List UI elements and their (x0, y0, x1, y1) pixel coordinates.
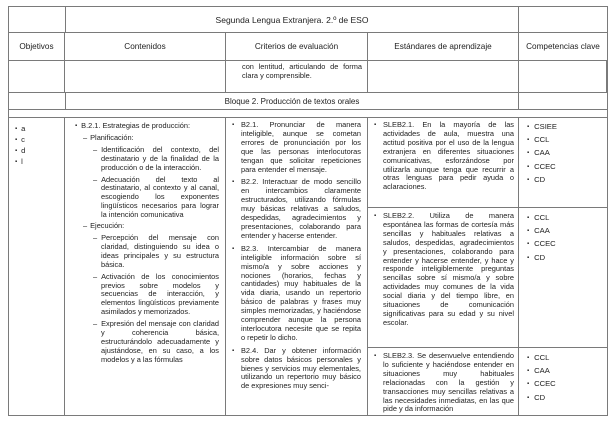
contenido-item: – Identificación del contexto, del destinatario y de la finalidad de la producción o de la interacción. (75, 146, 219, 173)
estandar-row (368, 118, 519, 192)
contenido-section-label: – Ejecución: (75, 222, 219, 231)
header-contenidos: Contenidos (65, 33, 226, 61)
continuation-text: con lentitud, articulando de forma clara y comprensible. (242, 62, 362, 80)
competencia-item: ▪ CSIEE (527, 121, 607, 134)
contenido-item: – Expresión del mensaje con claridad y coherencia básica, estructurándolo adecuadamente y ajustándose, en su caso, a los modelos y a las fórmulas (75, 320, 219, 365)
estandar-text: ▪ SLEB2.2. Utiliza de manera espontánea las formas de cortesía más sencillas y habituales relativas a saludos, despedidas, agradecimientos y presentaciones, colaborando para entender y hacerse entender, y hace y responde inteligiblemente preguntas sencillas sobre sí mismo/a y sobre actividades muy comunes de la vida social diaria y del tiempo libre, en situaciones de comunicación significativas para su edad y su nivel escolar. (374, 212, 514, 328)
curriculum-table (8, 6, 608, 416)
estandar-row (368, 349, 519, 414)
table-body (9, 118, 607, 416)
contenido-item: – Adecuación del texto al destinatario, al contexto y al canal, escogiendo los exponentes lingüísticos necesarios para lograr la intención comunicativa (75, 176, 219, 221)
contenido-item: – Activación de los conocimientos previos sobre modelos y secuencias de interacción, y elementos lingüísticos previamente asimilados y memorizados. (75, 273, 219, 318)
competencia-item: ▪ CCL (527, 134, 607, 147)
criterios-cell (226, 118, 368, 416)
header-objetivos: Objetivos (9, 33, 65, 61)
objetivo-item: ▪ a (15, 124, 64, 135)
estandares-cell (368, 118, 519, 416)
continuation-row (9, 61, 607, 93)
competencias-group (519, 209, 607, 265)
criterio-item: ▪ B2.3. Intercambiar de manera inteligible información sobre sí mismo/a y sobre acciones y nociones (horarios, fechas y cantidades) muy habituales de la vida diaria, usando un repertorio básico de palabras y frases muy simples memorizadas, y haciéndose comprender aunque la persona interlocutora necesite que se repita o repetir lo dicho. (232, 245, 361, 343)
estandar-text: ▪ SLEB2.1. En la mayoría de las actividades de aula, muestra una actitud positiva por el uso de la lengua extranjera en diferentes situaciones comunicativas, esforzándose por utilizarla aunque tenga que recurrir a otras lenguas para pedir ayuda o aclaraciones. (374, 121, 514, 192)
row-divider (368, 347, 607, 348)
block-title: Bloque 2. Producción de textos orales (65, 93, 519, 110)
competencia-item: ▪ CD (527, 252, 607, 265)
competencia-item: ▪ CCL (527, 212, 607, 225)
header-criterios: Criterios de evaluación (226, 33, 368, 61)
contenido-main: ▪ B.2.1. Estrategias de producción: (75, 122, 219, 132)
competencia-item: ▪ CCEC (527, 238, 607, 251)
table-title: Segunda Lengua Extranjera. 2.º de ESO (65, 7, 519, 33)
competencia-item: ▪ CAA (527, 365, 607, 378)
competencia-item: ▪ CAA (527, 225, 607, 238)
header-competencias: Competencias clave (526, 42, 600, 51)
objetivos-cell (9, 118, 65, 416)
contenido-item: – Percepción del mensaje con claridad, distinguiendo su idea o ideas principales y su estructura básica. (75, 234, 219, 270)
competencia-item: ▪ CCEC (527, 378, 607, 391)
spacer-row (9, 110, 607, 118)
competencia-item: ▪ CD (527, 392, 607, 405)
contenido-section-label: – Planificación: (75, 134, 219, 143)
competencias-cell (519, 118, 607, 416)
criterio-item: ▪ B2.1. Pronunciar de manera inteligible, aunque se cometan errores de pronunciación por los que las personas interlocutoras tengan que solicitar repeticiones para entender el mensaje. (232, 121, 361, 174)
competencia-item: ▪ CCL (527, 352, 607, 365)
column-header-row (9, 33, 607, 61)
block-row (9, 93, 607, 110)
criterio-item: ▪ B2.4. Dar y obtener información sobre datos básicos personales y bienes y servicios muy elementales, utilizando un repertorio muy básico de expresiones muy senci- (232, 347, 361, 392)
objetivo-item: ▪ l (15, 157, 64, 168)
competencia-item: ▪ CD (527, 174, 607, 187)
row-divider (368, 207, 607, 208)
criterio-item: ▪ B2.2. Interactuar de modo sencillo en intercambios claramente estructurados, utilizando fórmulas muy básicas relativas a saludos, despedidas, agradecimientos y presentaciones, colaborando para entender y hacerse entender. (232, 178, 361, 240)
table-title-row (9, 7, 607, 33)
objetivo-item: ▪ d (15, 146, 64, 157)
contenidos-cell (65, 118, 226, 416)
objetivo-item: ▪ c (15, 135, 64, 146)
competencias-group (519, 349, 607, 405)
estandar-row (368, 209, 519, 328)
header-estandares: Estándares de aprendizaje (368, 33, 519, 61)
competencias-group (519, 118, 607, 187)
competencia-item: ▪ CAA (527, 147, 607, 160)
estandar-text: ▪ SLEB2.3. Se desenvuelve entendiendo lo suficiente y haciéndose entender en situaciones muy habituales relacionadas con la gestión y transacciones muy sencillas relativas a las necesidades inmediatas, en las que pide y da información (374, 352, 514, 414)
competencia-item: ▪ CCEC (527, 161, 607, 174)
